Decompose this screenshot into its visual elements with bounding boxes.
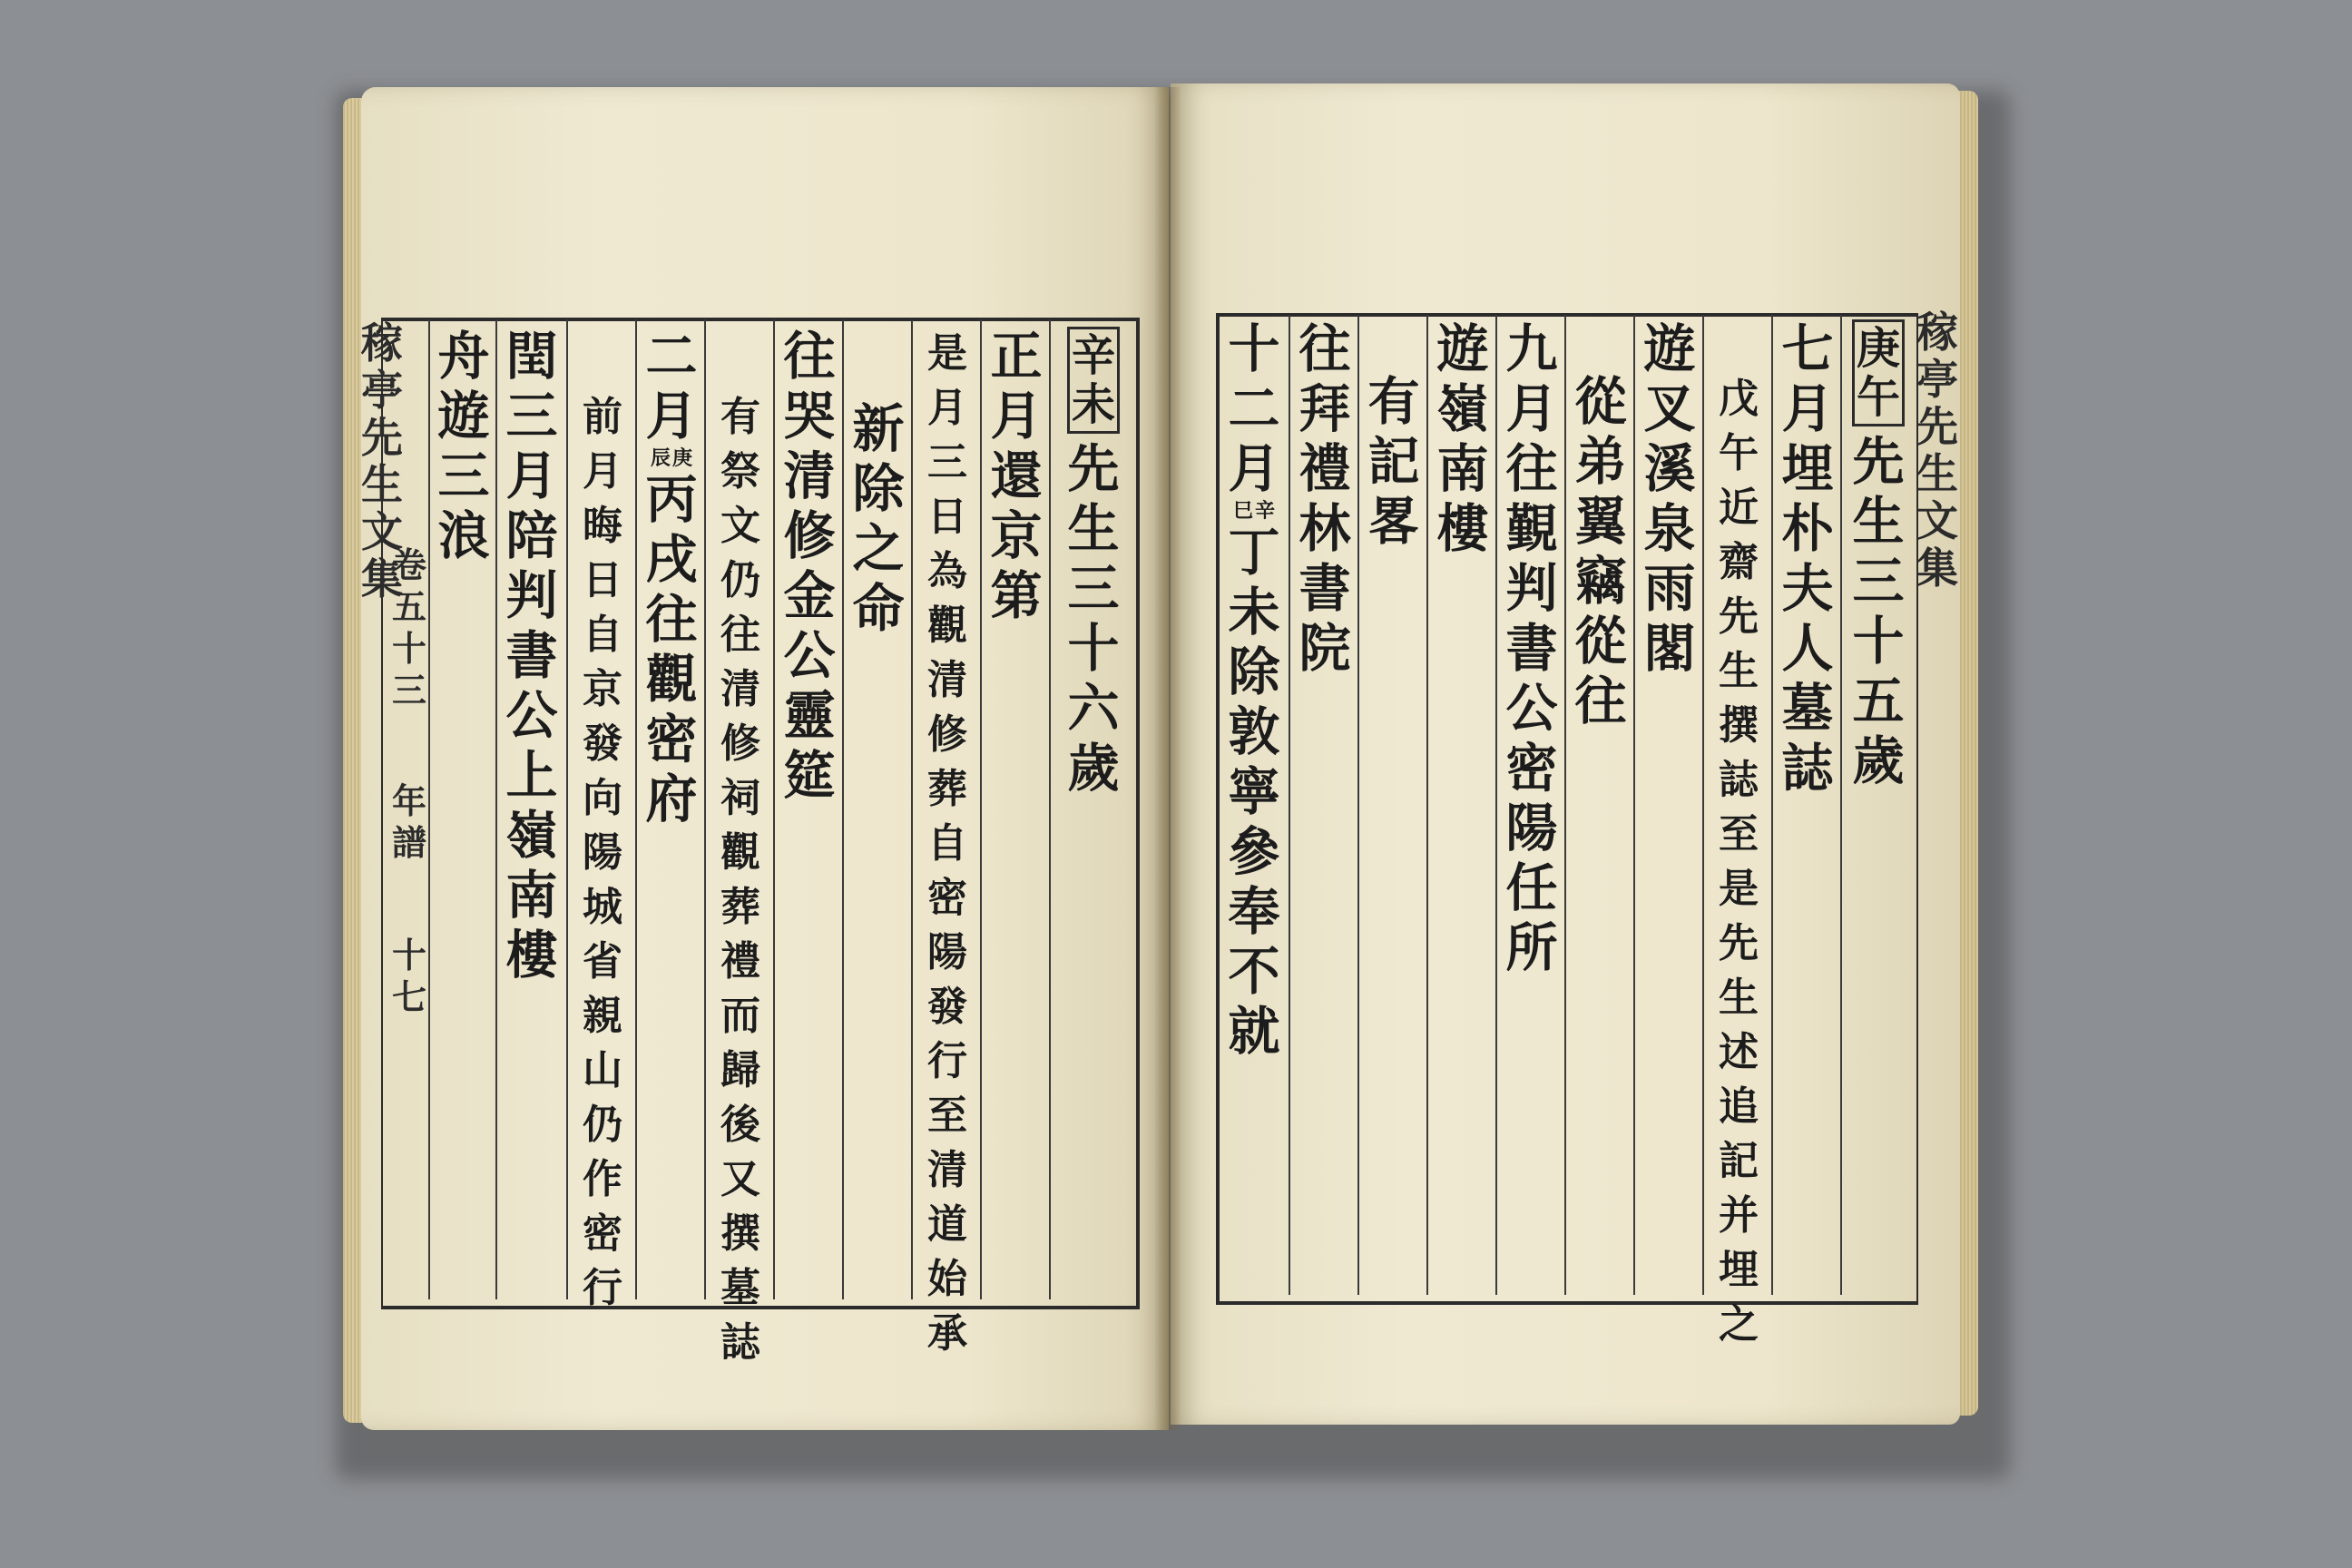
- ganzhi-note-char: 巳: [1232, 499, 1253, 523]
- text-column: 有 記 畧: [1367, 371, 1420, 552]
- column-text: 先 生 三 十 五 歲: [1852, 431, 1905, 791]
- left-margin-title: 稼 亭 先 生 文 集: [361, 318, 403, 603]
- left-margin-juan: 卷 五 十 三: [392, 544, 427, 710]
- column-text: 二 月: [645, 326, 698, 446]
- text-column: [1842, 319, 1915, 791]
- text-column: 遊 叉 溪 泉 雨 閣: [1643, 318, 1696, 679]
- column-text: 先 生 三 十 六 歲: [1067, 438, 1120, 799]
- text-column: 九 月 往 覲 判 書 公 密 陽 任 所: [1505, 318, 1558, 978]
- column-text: 丁 未 除 敦 寧 參 奉 不 就: [1228, 522, 1280, 1062]
- left-margin-section: 年 譜: [392, 780, 427, 863]
- ganzhi-note-char: 辰: [650, 446, 671, 470]
- text-column: 舟 遊 三 浪: [437, 326, 490, 566]
- text-column: 閏 三 月 陪 判 書 公 上 嶺 南 樓: [505, 326, 558, 985]
- text-column: [1220, 319, 1289, 1062]
- text-column: 往 哭 清 修 金 公 靈 筵: [783, 326, 836, 806]
- text-column: 戊 午 近 齋 先 生 撰 誌 至 是 先 生 述 追 記 并 埋 之: [1719, 376, 1759, 1348]
- text-column: 正 月 還 京 第: [990, 326, 1043, 626]
- text-column: 遊 嶺 南 樓: [1436, 318, 1489, 559]
- ganzhi-note: [1233, 499, 1275, 523]
- column-text: 十 二 月: [1228, 318, 1280, 499]
- left-margin-folio: 十 七: [392, 935, 427, 1017]
- ganzhi-note-char: 庚: [672, 446, 693, 470]
- column-text: 丙 戌 往 觀 密 府: [645, 469, 698, 829]
- text-column: [1053, 327, 1134, 799]
- text-column: 前 月 晦 日 自 京 發 向 陽 城 省 親 山 仍 作 密 行: [583, 394, 622, 1311]
- text-column: 新 除 之 命: [852, 398, 905, 639]
- year-tag: 庚 午: [1852, 319, 1905, 426]
- text-column: 是 月 三 日 為 觀 清 修 葬 自 密 陽 發 行 至 清 道 始 承: [927, 330, 967, 1357]
- text-column: 七 月 埋 朴 夫 人 墓 誌: [1781, 318, 1834, 799]
- text-column: 從 弟 翼 竊 從 往: [1574, 371, 1627, 731]
- ganzhi-note-char: 辛: [1255, 499, 1276, 523]
- text-column: 有 祭 文 仍 往 清 修 祠 觀 葬 禮 而 歸 後 又 撰 墓 誌: [720, 394, 760, 1366]
- ganzhi-note: [651, 446, 692, 470]
- text-column: 往 拜 禮 林 書 院: [1298, 318, 1351, 679]
- book-gutter: [1154, 87, 1181, 1430]
- text-column: [637, 327, 706, 829]
- right-margin-title: 稼 亭 先 生 文 集: [1916, 308, 1958, 593]
- year-tag: 辛 未: [1067, 327, 1120, 434]
